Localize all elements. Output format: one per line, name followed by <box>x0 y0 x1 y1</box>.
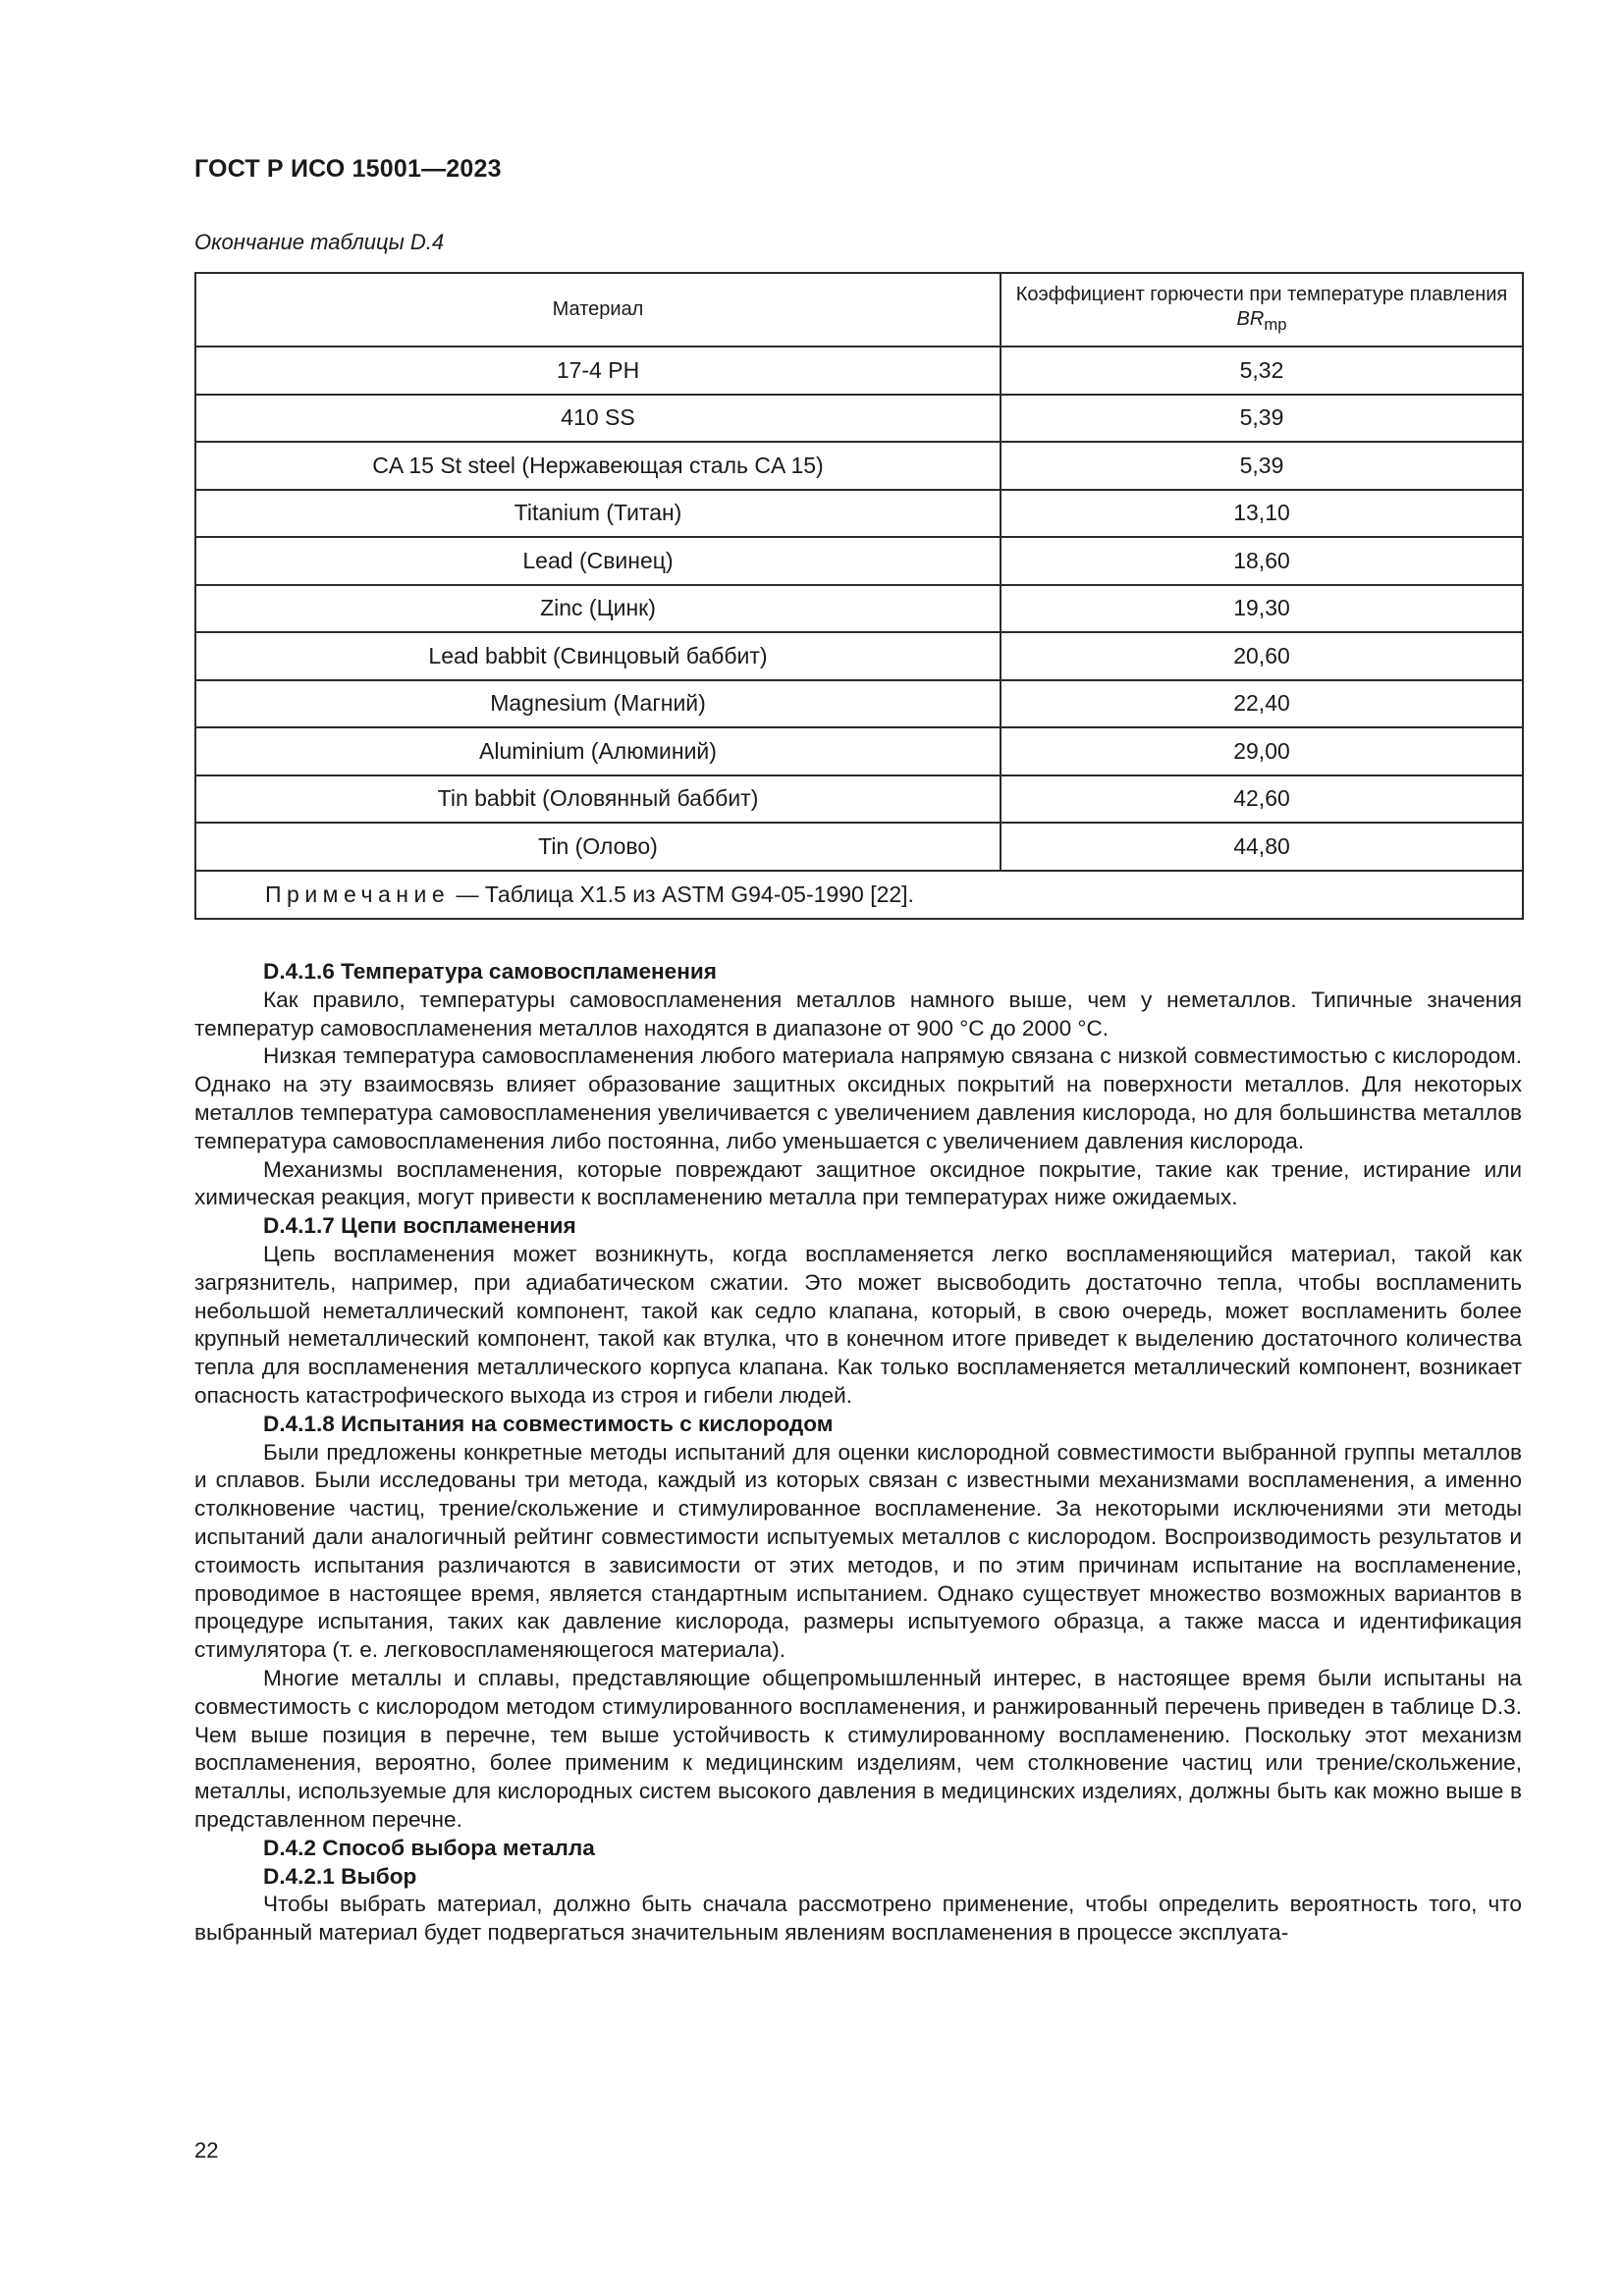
table-note-row <box>195 871 1523 919</box>
coefficient-cell: 22,40 <box>1001 680 1523 728</box>
column-header-coefficient <box>1001 273 1523 347</box>
coefficient-cell: 20,60 <box>1001 632 1523 680</box>
coefficient-cell: 42,60 <box>1001 775 1523 824</box>
paragraph: Многие металлы и сплавы, представляющие общепромышленный интерес, в настоящее время были испытаны на совместимость с кислородом методом стимулированного воспламенения, и ранжированный перечень приведен в таблице D.3. Чем выше позиция в перечне, тем выше устойчивость к стимулированному воспламенению. Поскольку этот механизм воспламенения, вероятно, более применим к медицинским изделиям, чем столкновение частиц или трение/скольжение, металлы, используемые для кислородных систем высокого давления в медицинских изделиях, должны быть как можно выше в представленном перечне. <box>194 1665 1522 1832</box>
coefficient-cell: 29,00 <box>1001 727 1523 775</box>
table-note <box>195 871 1523 919</box>
document-header: ГОСТ Р ИСО 15001—2023 <box>194 155 502 183</box>
table-row <box>195 347 1523 395</box>
materials-table <box>194 272 1524 920</box>
table-row <box>195 775 1523 824</box>
body-text <box>194 958 1522 1948</box>
table-caption: Окончание таблицы D.4 <box>194 230 445 254</box>
paragraph: Цепь воспламенения может возникнуть, когда воспламеняется легко воспламеняющийся материал, такой как загрязнитель, например, при адиабатическом сжатии. Это может высвободить достаточно тепла, чтобы воспламенить небольшой неметаллический компонент, такой как седло клапана, который, в свою очередь, может воспламенить более крупный неметаллический компонент, такой как втулка, что в конечном итоге приведет к выделению достаточного количества тепла для воспламенения металлического корпуса клапана. Как только воспламеняется металлический компонент, возникает опасность катастрофического выхода из строя и гибели людей. <box>194 1241 1522 1408</box>
coefficient-cell: 5,32 <box>1001 347 1523 395</box>
material-cell: Aluminium (Алюминий) <box>195 727 1001 775</box>
coefficient-cell: 19,30 <box>1001 585 1523 633</box>
section-title: D.4.1.8 Испытания на совместимость с кислородом <box>263 1411 834 1436</box>
table-row <box>195 632 1523 680</box>
note-label: Примечание <box>265 881 451 907</box>
column-header-symbol: BR <box>1236 308 1265 330</box>
page-number: 22 <box>194 2138 219 2163</box>
coefficient-cell: 18,60 <box>1001 537 1523 585</box>
note-text: — Таблица X1.5 из ASTM G94-05-1990 [22]. <box>450 881 914 907</box>
material-cell: Tin (Олово) <box>195 823 1001 871</box>
material-cell: Lead babbit (Свинцовый баббит) <box>195 632 1001 680</box>
material-cell: Zinc (Цинк) <box>195 585 1001 633</box>
column-header-coefficient-text: Коэффициент горючести при температуре плавления <box>1015 284 1508 305</box>
material-cell: 17-4 PH <box>195 347 1001 395</box>
column-header-material: Материал <box>195 273 1001 347</box>
material-cell: Tin babbit (Оловянный баббит) <box>195 775 1001 824</box>
section-title: D.4.2.1 Выбор <box>263 1863 417 1889</box>
table-row <box>195 537 1523 585</box>
paragraph: Были предложены конкретные методы испытаний для оценки кислородной совместимости выбранной группы металлов и сплавов. Были исследованы три метода, каждый из которых связан с известными механизмами воспламенения, а именно столкновение частиц, трение/скольжение и стимулированное воспламенение. За некоторыми исключениями эти методы испытаний дали аналогичный рейтинг совместимости испытуемых металлов с кислородом. Воспроизводимость результатов и стоимость испытания различаются в зависимости от этих методов, и по этим причинам испытание на воспламенение, проводимое в настоящее время, является стандартным испытанием. Однако существует множество возможных вариантов в процедуре испытания, таких как давление кислорода, размеры испытуемого образца, а также масса и идентификация стимулятора (т. е. легковоспламеняющегося материала). <box>194 1439 1522 1663</box>
paragraph: Низкая температура самовоспламенения любого материала напрямую связана с низкой совместимостью с кислородом. Однако на эту взаимосвязь влияет образование защитных оксидных покрытий на поверхности металлов. Для некоторых металлов температура самовоспламенения увеличивается с увеличением давления кислорода, но для большинства металлов температура самовоспламенения либо постоянна, либо уменьшается с увеличением давления кислорода. <box>194 1043 1522 1153</box>
coefficient-cell: 13,10 <box>1001 490 1523 538</box>
section-title: D.4.1.7 Цепи воспламенения <box>263 1213 576 1239</box>
material-cell: 410 SS <box>195 395 1001 443</box>
material-cell: Magnesium (Магний) <box>195 680 1001 728</box>
table-row <box>195 395 1523 443</box>
section-title: D.4.1.6 Температура самовоспламенения <box>263 959 717 984</box>
material-cell: Lead (Свинец) <box>195 537 1001 585</box>
paragraph: Чтобы выбрать материал, должно быть сначала рассмотрено применение, чтобы определить вероятность того, что выбранный материал будет подвергаться значительным явлениям воспламенения в процессе эксплуата- <box>194 1892 1522 1946</box>
table-header-row <box>195 273 1523 347</box>
coefficient-cell: 44,80 <box>1001 823 1523 871</box>
section-title: D.4.2 Способ выбора металла <box>263 1835 595 1860</box>
table-row <box>195 585 1523 633</box>
paragraph: Механизмы воспламенения, которые повреждают защитное оксидное покрытие, такие как трение, истирание или химическая реакция, могут привести к воспламенению металла при температурах ниже ожидаемых. <box>194 1156 1522 1210</box>
coefficient-cell: 5,39 <box>1001 395 1523 443</box>
material-cell: CA 15 St steel (Нержавеющая сталь CA 15) <box>195 442 1001 490</box>
paragraph: Как правило, температуры самовоспламенения металлов намного выше, чем у неметаллов. Типичные значения температур самовоспламенения металлов находятся в диапазоне от 900 °C до 2000 °C. <box>194 987 1522 1041</box>
table-row <box>195 490 1523 538</box>
table-row <box>195 727 1523 775</box>
material-cell: Titanium (Титан) <box>195 490 1001 538</box>
table-row <box>195 680 1523 728</box>
table-row <box>195 823 1523 871</box>
column-header-subscript: mp <box>1264 315 1287 334</box>
coefficient-cell: 5,39 <box>1001 442 1523 490</box>
table-row <box>195 442 1523 490</box>
